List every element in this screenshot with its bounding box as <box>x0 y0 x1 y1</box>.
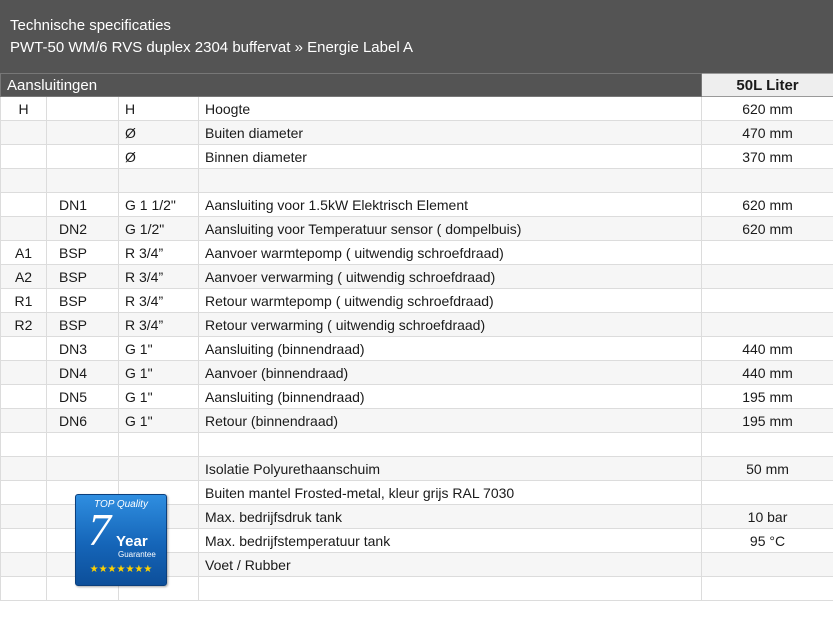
spec-value: 620 mm <box>702 97 833 121</box>
connection-code <box>1 361 47 385</box>
spec-description: Retour (binnendraad) <box>199 409 702 433</box>
connection-size: G 1" <box>119 409 199 433</box>
connection-spec: DN3 <box>47 337 119 361</box>
connection-size: G 1/2" <box>119 217 199 241</box>
spec-value <box>702 169 833 193</box>
table-header-row <box>1 74 833 97</box>
connection-code: A1 <box>1 241 47 265</box>
spec-description: Aansluiting voor 1.5kW Elektrisch Element <box>199 193 702 217</box>
connection-spec: DN1 <box>47 193 119 217</box>
connection-spec <box>47 433 119 457</box>
connection-spec <box>47 457 119 481</box>
spec-description: Aanvoer verwarming ( uitwendig schroefdraad) <box>199 265 702 289</box>
badge-year-text: Year <box>116 533 148 550</box>
connection-code: H <box>1 97 47 121</box>
table-row <box>1 457 833 481</box>
connection-spec: DN5 <box>47 385 119 409</box>
spec-description <box>199 577 702 601</box>
spec-description <box>199 169 702 193</box>
connection-size: R 3/4” <box>119 289 199 313</box>
connection-spec <box>47 121 119 145</box>
spec-description: Retour verwarming ( uitwendig schroefdraad) <box>199 313 702 337</box>
table-row <box>1 337 833 361</box>
table-row <box>1 361 833 385</box>
guarantee-badge <box>75 494 167 586</box>
table-row <box>1 241 833 265</box>
connection-size <box>119 169 199 193</box>
spec-description <box>199 433 702 457</box>
connection-spec: DN2 <box>47 217 119 241</box>
page-title: Technische specificaties <box>10 17 171 34</box>
spec-description: Max. bedrijfstemperatuur tank <box>199 529 702 553</box>
spec-value: 370 mm <box>702 145 833 169</box>
connection-code <box>1 145 47 169</box>
spec-description: Buiten mantel Frosted-metal, kleur grijs RAL 7030 <box>199 481 702 505</box>
connection-spec: BSP <box>47 265 119 289</box>
connection-spec: DN4 <box>47 361 119 385</box>
spec-description: Aanvoer warmtepomp ( uitwendig schroefdraad) <box>199 241 702 265</box>
connection-code <box>1 433 47 457</box>
connection-code <box>1 217 47 241</box>
connection-size: R 3/4” <box>119 241 199 265</box>
connection-code <box>1 193 47 217</box>
table-row <box>1 313 833 337</box>
connection-code <box>1 121 47 145</box>
connection-code <box>1 577 47 601</box>
spec-value <box>702 577 833 601</box>
connection-size: Ø <box>119 145 199 169</box>
table-row <box>1 97 833 121</box>
page-header <box>0 0 833 73</box>
connection-size: G 1 1/2" <box>119 193 199 217</box>
connection-size: Ø <box>119 121 199 145</box>
connection-size <box>119 433 199 457</box>
spec-description: Binnen diameter <box>199 145 702 169</box>
connection-code <box>1 505 47 529</box>
table-row <box>1 145 833 169</box>
spec-value <box>702 265 833 289</box>
connection-size: R 3/4” <box>119 313 199 337</box>
spec-value <box>702 313 833 337</box>
spec-description: Buiten diameter <box>199 121 702 145</box>
section-label: Aansluitingen <box>1 74 702 97</box>
table-row <box>1 289 833 313</box>
spec-description: Aansluiting voor Temperatuur sensor ( dompelbuis) <box>199 217 702 241</box>
table-row <box>1 409 833 433</box>
connection-code <box>1 553 47 577</box>
badge-number: 7 <box>88 504 111 555</box>
connection-size <box>119 457 199 481</box>
spec-description: Voet / Rubber <box>199 553 702 577</box>
table-row <box>1 169 833 193</box>
spec-value <box>702 433 833 457</box>
spec-description: Hoogte <box>199 97 702 121</box>
spec-description: Isolatie Polyurethaanschuim <box>199 457 702 481</box>
spec-value: 195 mm <box>702 409 833 433</box>
connection-spec: BSP <box>47 241 119 265</box>
table-row <box>1 193 833 217</box>
connection-spec <box>47 97 119 121</box>
connection-code <box>1 529 47 553</box>
spec-value: 620 mm <box>702 217 833 241</box>
connection-code <box>1 457 47 481</box>
connection-code: R1 <box>1 289 47 313</box>
table-row <box>1 121 833 145</box>
star-icon: ★★★★★★★ <box>89 564 153 575</box>
connection-code: R2 <box>1 313 47 337</box>
connection-size: R 3/4” <box>119 265 199 289</box>
spec-description: Aanvoer (binnendraad) <box>199 361 702 385</box>
connection-size: G 1" <box>119 385 199 409</box>
connection-size: H <box>119 97 199 121</box>
table-row <box>1 217 833 241</box>
connection-spec: BSP <box>47 313 119 337</box>
connection-code <box>1 481 47 505</box>
spec-value: 50 mm <box>702 457 833 481</box>
connection-code <box>1 385 47 409</box>
badge-guarantee-text: Guarantee <box>118 550 156 559</box>
table-row <box>1 265 833 289</box>
spec-value <box>702 241 833 265</box>
connection-spec: DN6 <box>47 409 119 433</box>
spec-description: Aansluiting (binnendraad) <box>199 337 702 361</box>
connection-code <box>1 169 47 193</box>
table-row <box>1 385 833 409</box>
spec-value: 440 mm <box>702 337 833 361</box>
spec-value: 95 °C <box>702 529 833 553</box>
badge-top-text: TOP Quality <box>94 499 148 510</box>
spec-value <box>702 553 833 577</box>
spec-value <box>702 289 833 313</box>
product-name: PWT-50 WM/6 RVS duplex 2304 buffervat » Energie Label A <box>10 39 414 56</box>
connection-code: A2 <box>1 265 47 289</box>
spec-description: Max. bedrijfsdruk tank <box>199 505 702 529</box>
spec-value: 195 mm <box>702 385 833 409</box>
volume-header: 50L Liter <box>702 74 833 97</box>
spec-value <box>702 481 833 505</box>
spec-value: 440 mm <box>702 361 833 385</box>
spec-value: 620 mm <box>702 193 833 217</box>
spec-description: Retour warmtepomp ( uitwendig schroefdraad) <box>199 289 702 313</box>
connection-code <box>1 337 47 361</box>
connection-code <box>1 409 47 433</box>
table-row <box>1 433 833 457</box>
spec-description: Aansluiting (binnendraad) <box>199 385 702 409</box>
connection-spec <box>47 169 119 193</box>
connection-spec: BSP <box>47 289 119 313</box>
spec-value: 470 mm <box>702 121 833 145</box>
connection-spec <box>47 145 119 169</box>
spec-value: 10 bar <box>702 505 833 529</box>
connection-size: G 1" <box>119 337 199 361</box>
connection-size: G 1" <box>119 361 199 385</box>
